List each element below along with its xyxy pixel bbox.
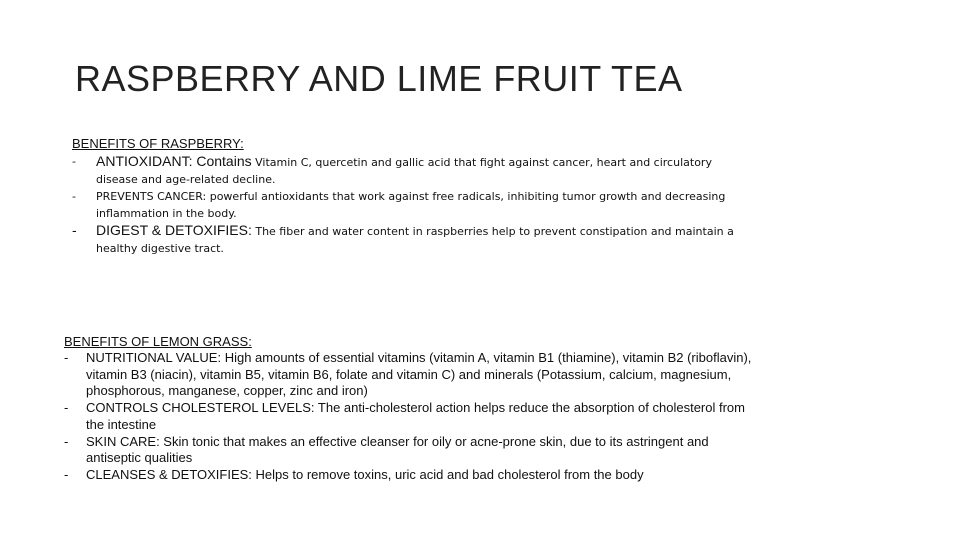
item-text-cont: healthy digestive tract. (96, 242, 224, 255)
item-label: DIGEST & DETOXIFIES: (96, 222, 252, 238)
list-item (64, 434, 754, 467)
raspberry-heading: BENEFITS OF RASPBERRY: (72, 136, 244, 151)
list-item (72, 188, 762, 222)
list-item (72, 222, 762, 257)
item-label: CONTROLS CHOLESTEROL LEVELS: (86, 400, 315, 416)
item-label: PREVENTS CANCER: (96, 190, 207, 203)
bullet-dash: - (64, 433, 69, 449)
bullet-dash: - (64, 350, 69, 365)
list-item (72, 153, 762, 188)
bullet-dash: - (72, 155, 76, 168)
lemongrass-benefits-section (64, 334, 754, 484)
item-text: The fiber and water content in raspberries help to prevent constipation and maintain a (251, 225, 734, 238)
item-text: Helps to remove toxins, uric acid and bad cholesterol from the body (251, 466, 644, 482)
item-text: High amounts of essential vitamins (vitamin A, vitamin B1 (thiamine), vitamin B2 (riboflavin), vitamin B3 (niacin), vitamin B5, vitamin B6, folate and vitamin C) and minerals (Potassium, calcium, magnesium, phosphorous, manganese, copper, zinc and iron) (86, 350, 752, 399)
item-label: ANTIOXIDANT: Contains (96, 153, 252, 169)
bullet-dash: - (64, 466, 69, 482)
item-label: NUTRITIONAL VALUE: (86, 350, 222, 365)
list-item (64, 350, 754, 400)
item-text-cont: inflammation in the body. (96, 207, 237, 220)
lemongrass-heading: BENEFITS OF LEMON GRASS: (64, 334, 252, 349)
item-text: Vitamin C, quercetin and gallic acid that fight against cancer, heart and circulatory (251, 156, 712, 169)
item-text-cont: disease and age-related decline. (96, 173, 276, 186)
page-title: RASPBERRY AND LIME FRUIT TEA (75, 58, 683, 99)
item-text: The anti-cholesterol action helps reduce the absorption of cholesterol from the intestine (86, 400, 745, 432)
bullet-dash: - (64, 400, 69, 416)
item-label: SKIN CARE: (86, 433, 160, 449)
raspberry-benefits-section (72, 136, 762, 257)
list-item (64, 467, 754, 484)
item-text: powerful antioxidants that work against free radicals, inhibiting tumor growth and decreasing (206, 190, 726, 203)
list-item (64, 400, 754, 433)
item-label: CLEANSES & DETOXIFIES: (86, 466, 252, 482)
bullet-dash: - (72, 222, 77, 238)
bullet-dash: - (72, 190, 76, 203)
item-text: Skin tonic that makes an effective cleanser for oily or acne-prone skin, due to its astringent and antiseptic qualities (86, 433, 709, 466)
